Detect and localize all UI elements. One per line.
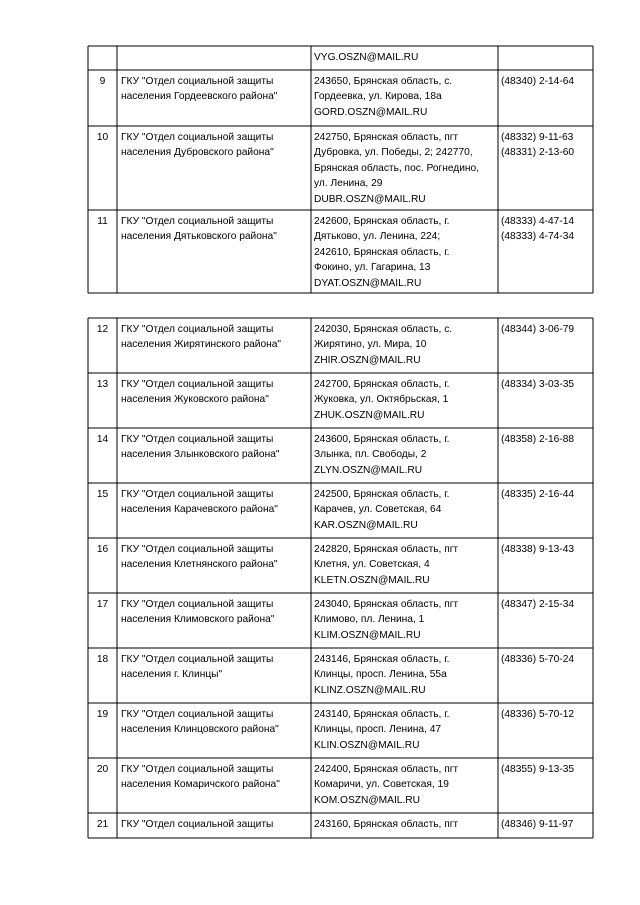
office-name-line: ГКУ "Отдел социальной защиты (121, 489, 274, 500)
address-line: Дубровка, ул. Победы, 2; 242770, (314, 147, 473, 159)
office-name-line: населения г. Клинцы" (121, 669, 223, 681)
office-name-line: ГКУ "Отдел социальной защиты (121, 76, 274, 87)
office-name-line: ГКУ "Отдел социальной защиты (121, 599, 274, 610)
row-number: 13 (96, 379, 109, 390)
phone-number: (48355) 9-13-35 (501, 764, 575, 775)
office-name-line: населения Жирятинского района" (121, 339, 282, 351)
address-line: Жирятино, ул. Мира, 10 (314, 339, 427, 351)
office-name-line: населения Клинцовского района" (121, 724, 279, 736)
address-line: Фокино, ул. Гагарина, 13 (314, 262, 431, 274)
address-line: 242610, Брянская область, г. (314, 246, 450, 258)
address-line: 243140, Брянская область, г. (314, 709, 450, 720)
phone-number: (48333) 4-47-14 (501, 216, 575, 227)
address-line: Клетня, ул. Советская, 4 (314, 559, 430, 571)
address-line: DUBR.OSZN@MAIL.RU (314, 193, 426, 205)
office-name-line: населения Гордеевского района" (121, 91, 278, 103)
office-name-line: ГКУ "Отдел социальной защиты (121, 544, 274, 555)
row-number: 14 (96, 434, 109, 445)
office-name-line: населения Карачевского района" (121, 504, 278, 516)
phone-number: (48334) 3-03-35 (501, 379, 575, 390)
phone-number: (48346) 9-11-97 (501, 819, 574, 830)
address-line: VYG.OSZN@MAIL.RU (314, 52, 419, 63)
office-name-line: населения Жуковского района" (121, 394, 269, 406)
address-line: Дятьково, ул. Ленина, 224; (314, 231, 441, 243)
office-name-line: населения Дубровского района" (121, 147, 274, 159)
phone-number: (48336) 5-70-12 (501, 709, 575, 720)
office-name-line: населения Комаричского района" (121, 779, 280, 791)
office-name-line: населения Дятьковского района" (121, 231, 277, 243)
row-number: 19 (96, 709, 109, 720)
address-line: Клинцы, просп. Ленина, 55а (314, 669, 447, 681)
phone-number: (48333) 4-74-34 (501, 231, 575, 243)
address-line: Климово, пл. Ленина, 1 (314, 614, 425, 626)
row-number: 20 (96, 764, 109, 775)
address-line: ул. Ленина, 29 (314, 178, 383, 190)
address-line: Клинцы, просп. Ленина, 47 (314, 724, 442, 736)
office-name-line: ГКУ "Отдел социальной защиты (121, 654, 274, 665)
address-line: ZHUK.OSZN@MAIL.RU (314, 409, 425, 421)
office-name-line: населения Клетнянского района" (121, 559, 278, 571)
address-line: 242700, Брянская область, г. (314, 379, 450, 390)
phone-number: (48347) 2-15-34 (501, 599, 575, 610)
address-line: Злынка, пл. Свободы, 2 (314, 449, 427, 461)
row-number: 12 (96, 324, 109, 335)
address-line: ZHIR.OSZN@MAIL.RU (314, 354, 421, 366)
row-number: 15 (96, 489, 109, 500)
address-line: 243160, Брянская область, пгт (314, 819, 459, 830)
office-name-line: ГКУ "Отдел социальной защиты (121, 132, 274, 143)
phone-number: (48344) 3-06-79 (501, 324, 575, 335)
office-name-line: ГКУ "Отдел социальной защиты (121, 324, 274, 335)
office-name-line: населения Климовского района" (121, 614, 275, 626)
address-line: Гордеевка, ул. Кирова, 18а (314, 91, 442, 103)
row-number: 18 (96, 654, 109, 665)
phone-number: (48332) 9-11-63 (501, 132, 574, 143)
office-name-line: населения Злынковского района" (121, 449, 280, 461)
phone-number: (48340) 2-14-64 (501, 76, 575, 87)
address-line: KLIM.OSZN@MAIL.RU (314, 629, 421, 641)
row-number: 10 (96, 132, 109, 143)
office-name-line: ГКУ "Отдел социальной защиты (121, 764, 274, 775)
office-name-line: ГКУ "Отдел социальной защиты (121, 819, 274, 830)
address-line: 243600, Брянская область, г. (314, 434, 450, 445)
office-name-line: ГКУ "Отдел социальной защиты (121, 216, 274, 227)
phone-number: (48358) 2-16-88 (501, 434, 575, 445)
address-line: 242500, Брянская область, г. (314, 489, 450, 500)
row-number: 17 (96, 599, 109, 610)
address-line: KAR.OSZN@MAIL.RU (314, 519, 418, 531)
address-line: 242400, Брянская область, пгт (314, 764, 459, 775)
phone-number: (48336) 5-70-24 (501, 654, 575, 665)
row-number: 11 (97, 216, 108, 227)
address-line: Жуковка, ул. Октябрьская, 1 (314, 394, 449, 406)
address-line: 243650, Брянская область, с. (314, 76, 453, 87)
phone-number: (48335) 2-16-44 (501, 489, 575, 500)
address-line: 242030, Брянская область, с. (314, 324, 453, 335)
address-line: KLINZ.OSZN@MAIL.RU (314, 684, 426, 696)
address-line: DYAT.OSZN@MAIL.RU (314, 277, 422, 289)
address-line: KLIN.OSZN@MAIL.RU (314, 739, 420, 751)
address-line: 242600, Брянская область, г. (314, 216, 450, 227)
office-name-line: ГКУ "Отдел социальной защиты (121, 379, 274, 390)
address-line: Брянская область, пос. Рогнедино, (314, 162, 480, 174)
address-line: Карачев, ул. Советская, 64 (314, 504, 442, 516)
address-line: 242820, Брянская область, пгт (314, 544, 459, 555)
row-number: 21 (96, 819, 109, 830)
address-line: GORD.OSZN@MAIL.RU (314, 106, 428, 118)
office-name-line: ГКУ "Отдел социальной защиты (121, 434, 274, 445)
address-line: KLETN.OSZN@MAIL.RU (314, 574, 430, 586)
address-line: KOM.OSZN@MAIL.RU (314, 794, 420, 806)
office-name-line: ГКУ "Отдел социальной защиты (121, 709, 274, 720)
address-line: ZLYN.OSZN@MAIL.RU (314, 464, 423, 476)
row-number: 16 (96, 544, 109, 555)
phone-number: (48338) 9-13-43 (501, 544, 575, 555)
address-line: 242750, Брянская область, пгт (314, 132, 459, 143)
address-line: 243146, Брянская область, г. (314, 654, 450, 665)
address-line: 243040, Брянская область, пгт (314, 599, 459, 610)
address-line: Комаричи, ул. Советская, 19 (314, 779, 449, 791)
phone-number: (48331) 2-13-60 (501, 147, 575, 159)
row-number: 9 (99, 76, 106, 87)
